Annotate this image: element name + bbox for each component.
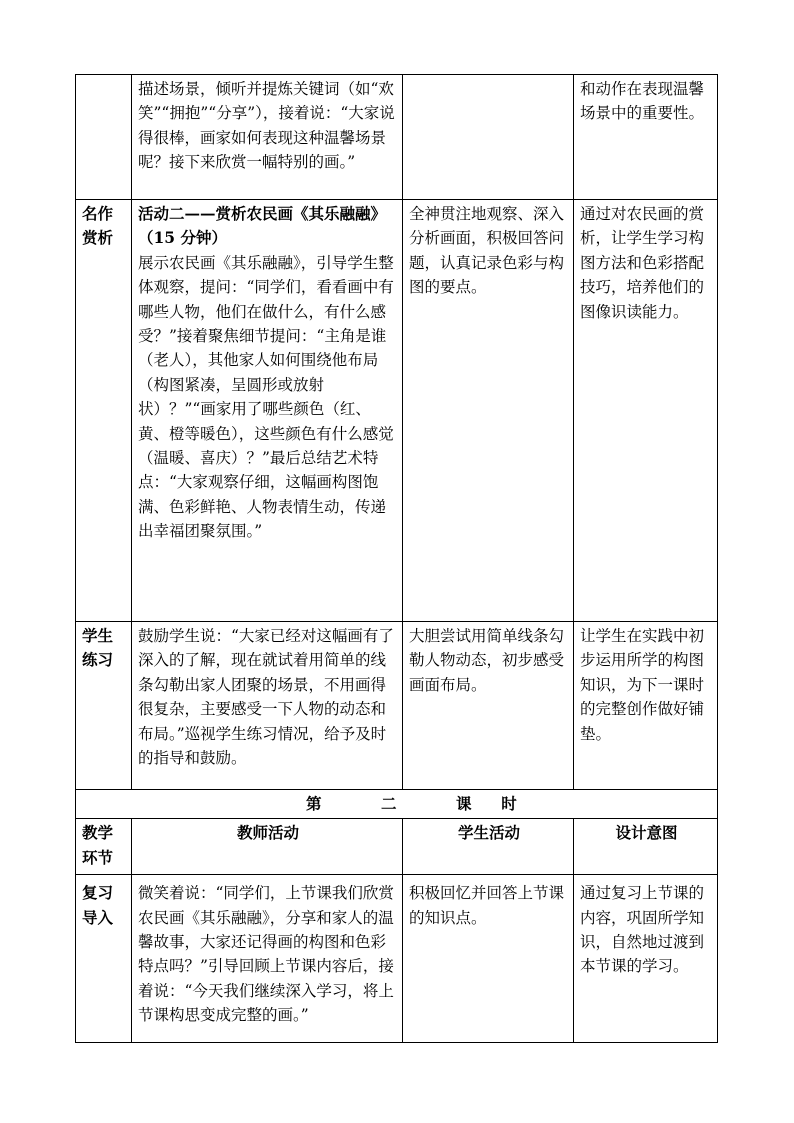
stage-cell: 名作赏析 <box>76 200 132 622</box>
teacher-activity-text: 展示农民画《其乐融融》，引导学生整体观察，提问：“同学们，看看画中有哪些人物，他们在做什么，有什么感受？”接着聚焦细节提问：“主角是谁（老人），其他家人如何围绕他布局（构图紧凑，呈圆形或放射状）？”“画家用了哪些颜色（红、黄、橙等暖色），这些颜色有什么感觉（温暖、喜庆）？”最后总结艺术特点：“大家观察仔细，这幅画构图饱满、色彩鲜艳、人物表情生动，传递出幸福团聚氛围。” <box>138 253 394 541</box>
table-row <box>76 622 718 790</box>
table-row <box>76 875 718 1043</box>
student-activity: 大胆尝试用简单线条勾勒人物动态，初步感受画面布局。 <box>403 622 574 790</box>
teacher-activity <box>132 200 403 622</box>
lesson-title: 第 二 课 时 <box>76 790 718 819</box>
design-intent: 让学生在实践中初步运用所学的构图知识，为下一课时的完整创作做好铺垫。 <box>574 622 718 790</box>
teacher-activity: 微笑着说：“同学们，上节课我们欣赏农民画《其乐融融》，分享和家人的温馨故事，大家还记得画的构图和色彩特点吗？”引导回顾上节课内容后，接着说：“今天我们继续深入学习，将上节课构思变成完整的画。” <box>132 875 403 1043</box>
design-intent: 通过对农民画的赏析，让学生学习构图方法和色彩搭配技巧，培养他们的图像识读能力。 <box>574 200 718 622</box>
design-intent: 通过复习上节课的内容，巩固所学知识，自然地过渡到本节课的学习。 <box>574 875 718 1043</box>
design-intent: 和动作在表现温馨场景中的重要性。 <box>574 75 718 200</box>
student-activity: 积极回忆并回答上节课的知识点。 <box>403 875 574 1043</box>
stage-cell: 学生练习 <box>76 622 132 790</box>
stage-cell: 复习导入 <box>76 875 132 1043</box>
lesson-plan-table <box>75 74 718 1043</box>
student-activity <box>403 75 574 200</box>
lesson-title-row <box>76 790 718 819</box>
header-row <box>76 819 718 875</box>
header-stage: 教学环节 <box>76 819 132 875</box>
header-intent: 设计意图 <box>574 819 718 875</box>
student-activity: 全神贯注地观察、深入分析画面，积极回答问题，认真记录色彩与构图的要点。 <box>403 200 574 622</box>
header-student: 学生活动 <box>403 819 574 875</box>
stage-cell <box>76 75 132 200</box>
teacher-activity: 描述场景，倾听并提炼关键词（如“欢笑”“拥抱”“分享”），接着说：“大家说得很棒，画家如何表现这种温馨场景呢？接下来欣赏一幅特别的画。” <box>132 75 403 200</box>
teacher-activity: 鼓励学生说：“大家已经对这幅画有了深入的了解，现在就试着用简单的线条勾勒出家人团聚的场景，不用画得很复杂，主要感受一下人物的动态和布局。”巡视学生练习情况，给予及时的指导和鼓励。 <box>132 622 403 790</box>
table-row <box>76 200 718 622</box>
activity-title: 活动二——赏析农民画《其乐融融》（15 分钟） <box>138 204 387 248</box>
table-row <box>76 75 718 200</box>
header-teacher: 教师活动 <box>132 819 403 875</box>
